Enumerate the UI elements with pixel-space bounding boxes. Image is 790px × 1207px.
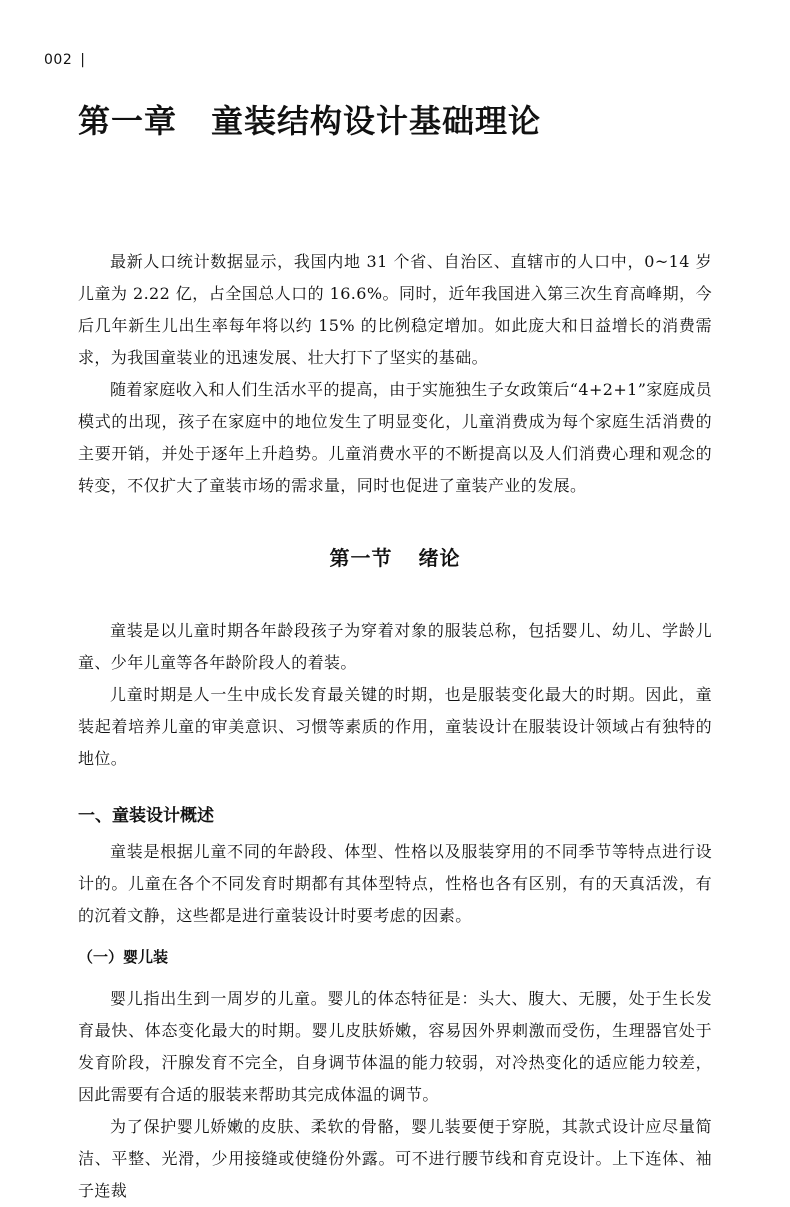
chapter-label: 第一章 xyxy=(78,102,178,140)
sub-subsection-paragraph: 为了保护婴儿娇嫩的皮肤、柔软的骨骼，婴儿装要便于穿脱，其款式设计应尽量简洁、平整、光滑，少用接缝或使缝份外露。可不进行腰节线和育克设计。上下连体、袖子连裁 xyxy=(78,1117,712,1200)
sub-subsection-paragraph: 婴儿指出生到一周岁的儿童。婴儿的体态特征是：头大、腹大、无腰，处于生长发育最快、体态变化最大的时期。婴儿皮肤娇嫩，容易因外界刺激而受伤，生理器官处于发育阶段，汗腺发育不完全，自身调节体温的能力较弱，对冷热变化的适应能力较差，因此需要有合适的服装来帮助其完成体温的调节。 xyxy=(78,989,712,1104)
chapter-name: 童装结构设计基础理论 xyxy=(211,102,542,140)
header-separator: | xyxy=(80,52,86,68)
page-number: 002 xyxy=(44,52,73,68)
section-name: 绪论 xyxy=(418,546,461,570)
page-header xyxy=(44,52,85,68)
subsection-heading: 一、童装设计概述 xyxy=(78,806,214,826)
subsection-paragraph: 童装是根据儿童不同的年龄段、体型、性格以及服装穿用的不同季节等特点进行设计的。儿童在各个不同发育时期都有其体型特点，性格也各有区别，有的天真活泼，有的沉着文静，这些都是进行童装设计时要考虑的因素。 xyxy=(78,842,712,925)
chapter-title xyxy=(78,96,541,142)
intro-paragraph: 最新人口统计数据显示，我国内地 31 个省、自治区、直辖市的人口中，0~14 岁儿童为 2.22 亿，占全国总人口的 16.6%。同时，近年我国进入第三次生育高峰期，今后几年新生儿出生率每年将以约 15% 的比例稳定增加。如此庞大和日益增长的消费需求，为我国童装业的迅速发展、壮大打下了坚实的基础。 xyxy=(78,252,712,367)
section-title xyxy=(78,542,712,571)
section-label: 第一节 xyxy=(329,546,393,570)
intro-paragraph: 随着家庭收入和人们生活水平的提高，由于实施独生子女政策后“4+2+1”家庭成员模式的出现，孩子在家庭中的地位发生了明显变化，儿童消费成为每个家庭生活消费的主要开销，并处于逐年上升趋势。儿童消费水平的不断提高以及人们消费心理和观念的转变，不仅扩大了童装市场的需求量，同时也促进了童装产业的发展。 xyxy=(78,380,712,495)
sub-subsection-heading: （一）婴儿装 xyxy=(78,948,169,966)
section-paragraph: 儿童时期是人一生中成长发育最关键的时期，也是服装变化最大的时期。因此，童装起着培养儿童的审美意识、习惯等素质的作用，童装设计在服装设计领域占有独特的地位。 xyxy=(78,685,712,768)
section-paragraph: 童装是以儿童时期各年龄段孩子为穿着对象的服装总称，包括婴儿、幼儿、学龄儿童、少年儿童等各年龄阶段人的着装。 xyxy=(78,621,712,672)
page-body xyxy=(78,246,712,1207)
